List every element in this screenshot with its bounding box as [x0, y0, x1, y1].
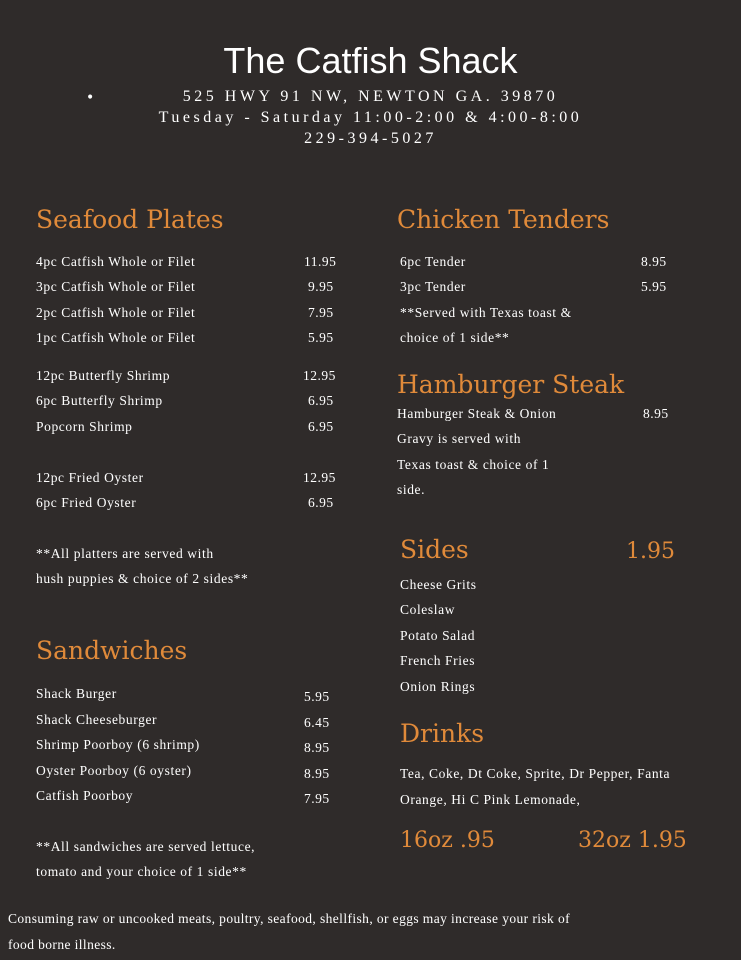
sandwiches-note: **All sandwiches are served lettuce,: [36, 839, 256, 854]
chicken-title: Chicken Tenders: [397, 205, 610, 234]
seafood-note: hush puppies & choice of 2 sides**: [36, 571, 249, 586]
menu-item-name: Shack Burger: [36, 686, 117, 701]
sandwiches-note: tomato and your choice of 1 side**: [36, 864, 247, 879]
menu-item-name: 3pc Catfish Whole or Filet: [36, 279, 196, 294]
hamburger-desc: side.: [397, 482, 426, 497]
menu-item-price: 5.95: [641, 279, 667, 294]
menu-item-name: Catfish Poorboy: [36, 788, 134, 803]
menu-item-price: 8.95: [304, 766, 330, 781]
menu-item-price: 11.95: [304, 254, 337, 269]
menu-item-name: 12pc Fried Oyster: [36, 470, 144, 485]
hours: Tuesday - Saturday 11:00-2:00 & 4:00-8:00: [158, 109, 583, 126]
hamburger-desc: Texas toast & choice of 1: [397, 457, 550, 472]
menu-item-price: 7.95: [304, 791, 330, 806]
menu-item-price: 8.95: [641, 254, 667, 269]
seafood-title: Seafood Plates: [36, 205, 224, 234]
hamburger-desc: Hamburger Steak & Onion: [397, 406, 557, 421]
side-item: Coleslaw: [400, 602, 456, 617]
restaurant-name: The Catfish Shack: [223, 40, 518, 81]
menu-item-name: Oyster Poorboy (6 oyster): [36, 763, 192, 778]
menu-item-name: 4pc Catfish Whole or Filet: [36, 254, 196, 269]
address: 525 HWY 91 NW, NEWTON GA. 39870: [182, 88, 559, 105]
menu-item-name: 6pc Tender: [400, 254, 466, 269]
menu-item-price: 12.95: [303, 470, 336, 485]
menu-item-price: 6.95: [308, 393, 334, 408]
header-bullet: •: [86, 90, 95, 106]
menu-item-name: 12pc Butterfly Shrimp: [36, 368, 171, 383]
menu-item-price: 8.95: [643, 406, 669, 421]
drink-size-16oz: 16oz .95: [400, 828, 495, 853]
drinks-list: Tea, Coke, Dt Coke, Sprite, Dr Pepper, Fanta: [400, 766, 671, 781]
sides-title: Sides: [400, 535, 469, 564]
side-item: Cheese Grits: [400, 577, 477, 592]
chicken-note: choice of 1 side**: [400, 330, 510, 345]
menu-item-name: 3pc Tender: [400, 279, 466, 294]
menu-item-name: Popcorn Shrimp: [36, 419, 133, 434]
menu-item-price: 8.95: [304, 740, 330, 755]
menu-item-price: 5.95: [308, 330, 334, 345]
menu-item-name: 6pc Fried Oyster: [36, 495, 137, 510]
menu-item-price: 5.95: [304, 689, 330, 704]
menu-item-price: 6.95: [308, 419, 334, 434]
menu-item-price: 7.95: [308, 305, 334, 320]
hamburger-desc: Gravy is served with: [397, 431, 522, 446]
hamburger-title: Hamburger Steak: [397, 370, 625, 399]
side-item: French Fries: [400, 653, 476, 668]
side-item: Potato Salad: [400, 628, 476, 643]
sides-price: 1.95: [626, 539, 675, 564]
menu-item-name: Shack Cheeseburger: [36, 712, 158, 727]
sandwiches-title: Sandwiches: [36, 636, 188, 665]
drinks-list: Orange, Hi C Pink Lemonade,: [400, 792, 581, 807]
menu-item-name: 6pc Butterfly Shrimp: [36, 393, 163, 408]
menu-item-name: 2pc Catfish Whole or Filet: [36, 305, 196, 320]
side-item: Onion Rings: [400, 679, 476, 694]
menu-item-price: 12.95: [303, 368, 336, 383]
seafood-note: **All platters are served with: [36, 546, 214, 561]
drink-size-32oz: 32oz 1.95: [578, 828, 687, 853]
menu-item-price: 6.45: [304, 715, 330, 730]
menu-item-name: Shrimp Poorboy (6 shrimp): [36, 737, 200, 752]
chicken-note: **Served with Texas toast &: [400, 305, 572, 320]
menu-item-name: 1pc Catfish Whole or Filet: [36, 330, 196, 345]
menu-item-price: 9.95: [308, 279, 334, 294]
disclaimer: Consuming raw or uncooked meats, poultry, seafood, shellfish, or eggs may increase your risk of: [8, 911, 571, 926]
disclaimer: food borne illness.: [8, 937, 116, 952]
drinks-title: Drinks: [400, 719, 485, 748]
menu-item-price: 6.95: [308, 495, 334, 510]
phone: 229-394-5027: [304, 130, 437, 147]
